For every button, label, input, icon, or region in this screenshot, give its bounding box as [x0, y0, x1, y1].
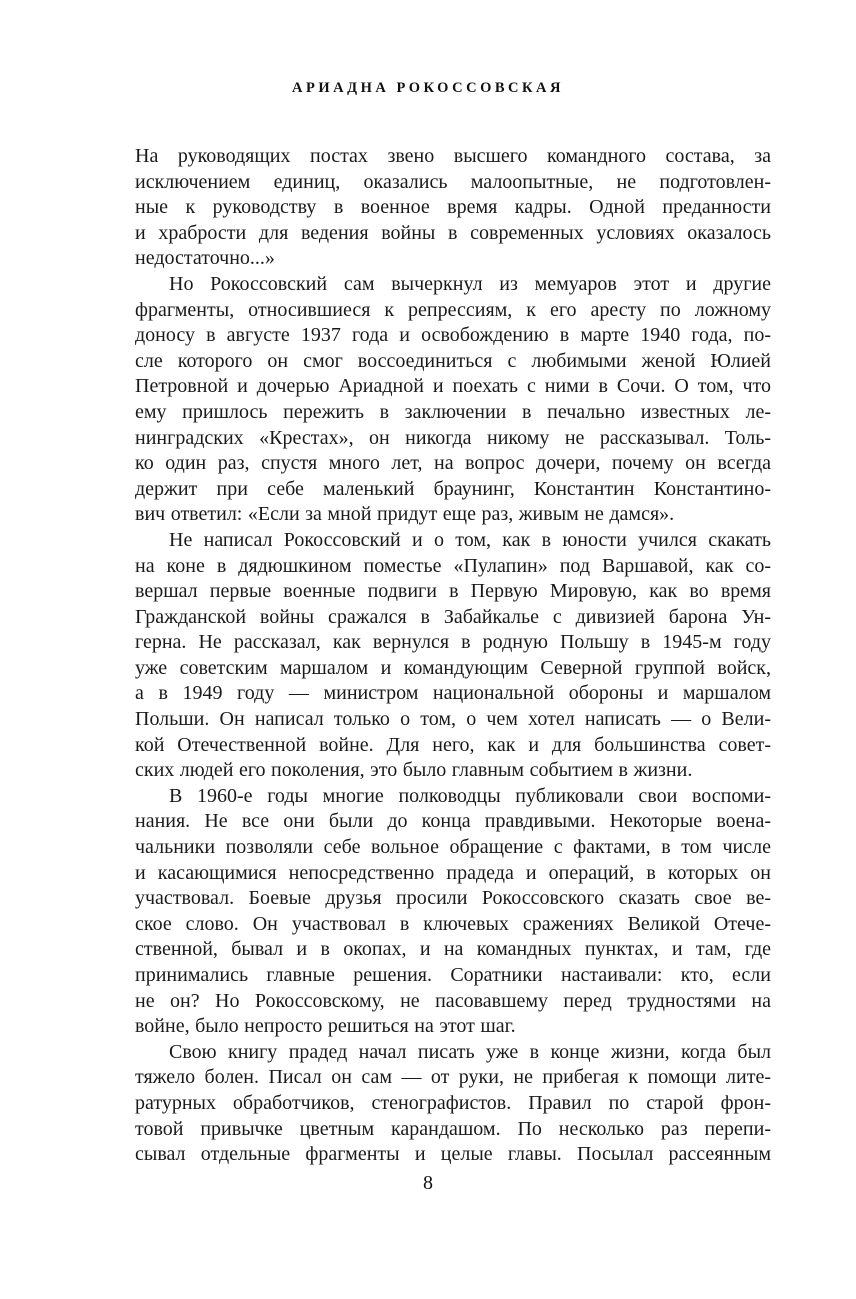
text-line: ское слово. Он участвовал в ключевых сражениях Великой Отече-: [135, 912, 771, 935]
text-line: и касающимися непосредственно прадеда и операций, в которых он: [135, 861, 771, 884]
text-line: Польши. Он написал только о том, о чем хотел написать — о Вели-: [135, 708, 771, 731]
text-line: На руководящих постах звено высшего командного состава, за: [135, 145, 771, 167]
paragraph: [135, 1040, 771, 1168]
text-line: ских людей его поколения, это было главным событием в жизни.: [135, 759, 693, 782]
text-line: и храбрости для ведения войны в современных условиях оказалось: [135, 221, 771, 244]
running-header: АРИАДНА РОКОССОВСКАЯ: [292, 80, 564, 96]
text-line: тяжело болен. Писал он сам — от руки, не прибегая к помощи лите-: [135, 1066, 771, 1089]
text-line: доносу в августе 1937 года и освобождению в марте 1940 года, по-: [135, 324, 771, 347]
text-line: ные к руководству в военное время кадры. Одной преданности: [135, 196, 771, 219]
text-line: держит при себе маленький браунинг, Константин Константино-: [135, 477, 771, 500]
text-line: товой привычке цветным карандашом. По несколько раз перепи-: [135, 1117, 771, 1140]
text-line: не он? Но Рокоссовскому, не пасовавшему перед трудностями на: [135, 989, 771, 1012]
text-line: недостаточно...»: [135, 247, 275, 270]
paragraph: [135, 784, 771, 1040]
text-line: чальники позволяли себе вольное обращение с фактами, в том числе: [135, 836, 771, 859]
text-line: нания. Не все они были до конца правдивыми. Некоторые воена-: [135, 810, 771, 833]
text-line: герна. Не рассказал, как вернулся в родную Польшу в 1945-м году: [135, 631, 771, 654]
text-line: нинградских «Крестах», он никогда никому не рассказывал. Толь-: [135, 426, 771, 449]
text-line: вершал первые военные подвиги в Первую Мировую, как во время: [135, 580, 771, 603]
text-line: исключением единиц, оказались малоопытные, не подготовлен-: [135, 170, 771, 193]
text-line: участвовал. Боевые друзья просили Рокоссовского сказать свое ве-: [135, 887, 771, 910]
text-line: В 1960-е годы многие полководцы публиковали свои воспоми-: [169, 784, 771, 807]
paragraph: [135, 528, 771, 784]
text-line: а в 1949 году — министром национальной обороны и маршалом: [135, 682, 771, 705]
text-line: кой Отечественной войне. Для него, как и для большинства совет-: [135, 733, 771, 756]
text-line: ственной, бывал и в окопах, и на командных пунктах, и там, где: [135, 938, 771, 961]
text-line: вич ответил: «Если за мной придут еще раз, живым не дамся».: [135, 503, 675, 526]
text-line: Петровной и дочерью Ариадной и поехать с ними в Сочи. О том, что: [135, 375, 771, 398]
text-line: фрагменты, относившиеся к репрессиям, к его аресту по ложному: [135, 298, 771, 321]
text-line: Свою книгу прадед начал писать уже в конце жизни, когда был: [169, 1040, 771, 1063]
text-line: войне, было непросто решиться на этот шаг.: [135, 1015, 516, 1038]
paragraph: [135, 144, 771, 272]
text-line: Не написал Рокоссовский и о том, как в юности учился скакать: [169, 528, 771, 551]
text-line: Но Рокоссовский сам вычеркнул из мемуаров этот и другие: [169, 272, 771, 295]
text-line: сле которого он смог воссоединиться с любимыми женой Юлией: [135, 349, 771, 372]
text-line: уже советским маршалом и командующим Северной группой войск,: [135, 656, 771, 679]
text-block: [135, 144, 771, 1168]
text-line: сывал отдельные фрагменты и целые главы. Посылал рассеянным: [135, 1143, 771, 1166]
paragraph: [135, 272, 771, 528]
page-number: 8: [423, 1172, 433, 1194]
text-line: ему пришлось пережить в заключении в печально известных ле-: [135, 400, 771, 423]
text-line: Гражданской войны сражался в Забайкалье с дивизией барона Ун-: [135, 605, 771, 628]
text-line: ко один раз, спустя много лет, на вопрос дочери, почему он всегда: [135, 452, 771, 475]
text-line: на коне в дядюшкином поместье «Пулапин» под Варшавой, как со-: [135, 554, 771, 577]
text-line: ратурных обработчиков, стенографистов. Правил по старой фрон-: [135, 1091, 771, 1114]
text-line: принимались главные решения. Соратники настаивали: кто, если: [135, 964, 771, 986]
